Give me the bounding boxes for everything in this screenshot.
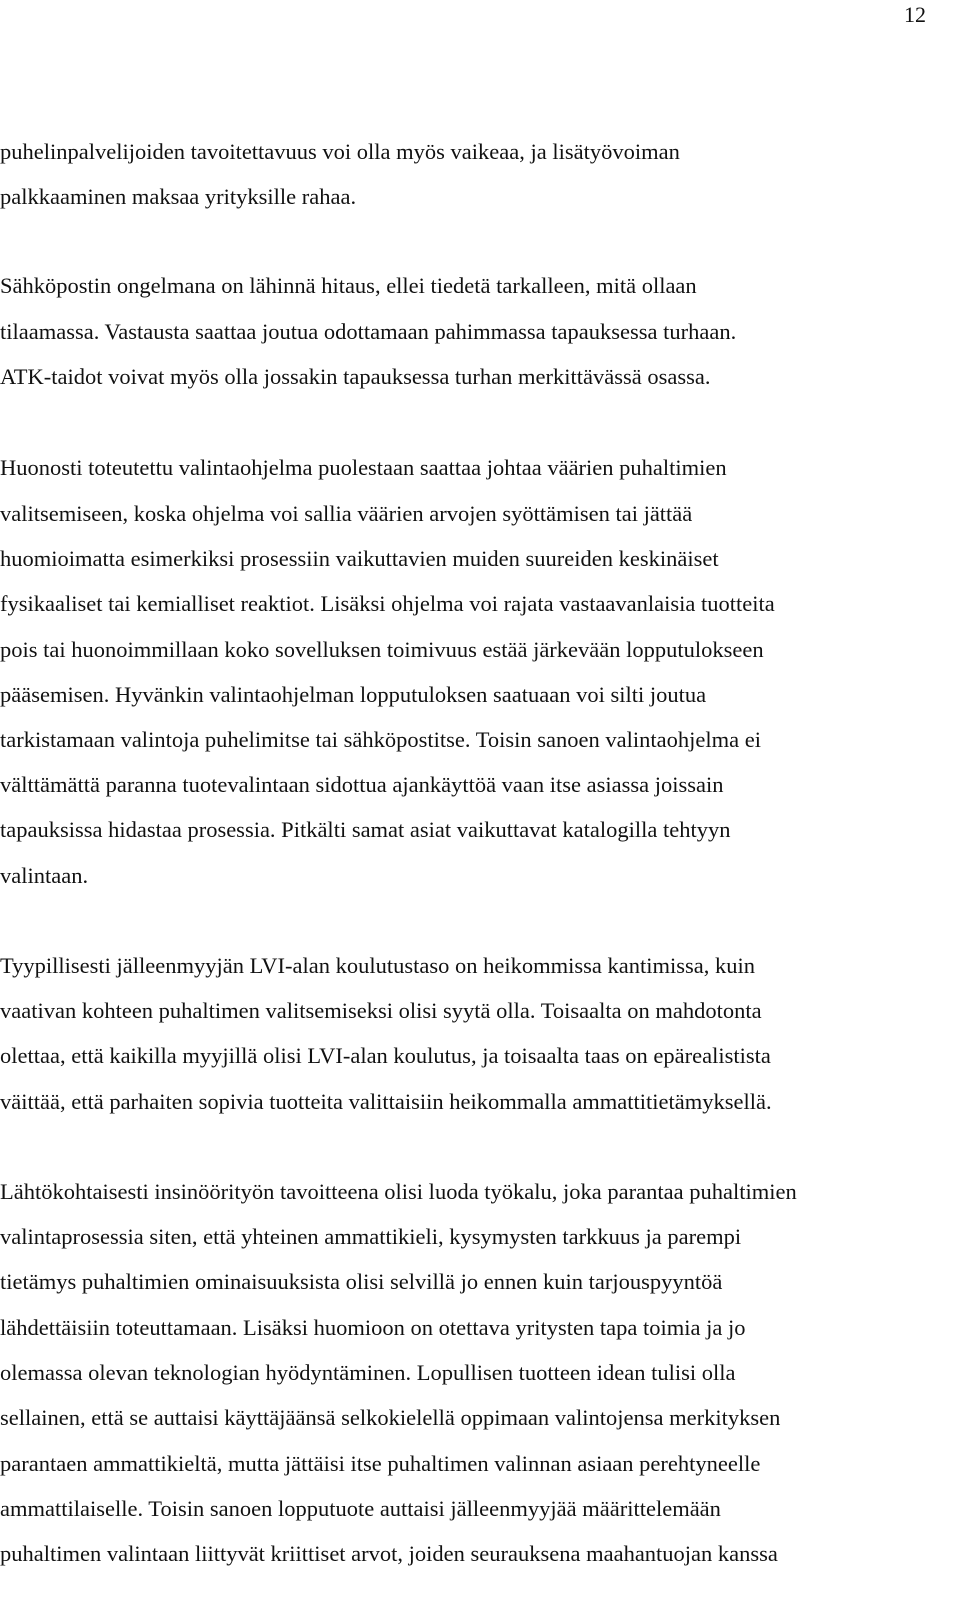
text-line: tarkistamaan valintoja puhelimitse tai sähköpostitse. Toisin sanoen valintaohjelma ei [0,727,761,752]
text-line: ATK-taidot voivat myös olla jossakin tapauksessa turhan merkittävässä osassa. [0,364,711,389]
text-line: väittää, että parhaiten sopivia tuotteita valittaisiin heikommalla ammattitietämyksellä. [0,1089,772,1114]
text-line: puhelinpalvelijoiden tavoitettavuus voi olla myös vaikeaa, ja lisätyövoiman [0,139,680,164]
text-line: olemassa olevan teknologian hyödyntäminen. Lopullisen tuotteen idean tulisi olla [0,1360,736,1385]
text-line: fysikaaliset tai kemialliset reaktiot. Lisäksi ohjelma voi rajata vastaavanlaisia tuotteita [0,591,775,616]
text-line: lähdettäisiin toteuttamaan. Lisäksi huomioon on otettava yritysten tapa toimia ja jo [0,1315,746,1340]
text-line: olettaa, että kaikilla myyjillä olisi LVI-alan koulutus, ja toisaalta taas on epärealistista [0,1043,771,1068]
text-line: tilaamassa. Vastausta saattaa joutua odottamaan pahimmassa tapauksessa turhaan. [0,319,737,344]
text-line: välttämättä paranna tuotevalintaan sidottua ajankäyttöä vaan itse asiassa joissain [0,772,724,797]
page-number: 12 [904,2,926,27]
text-line: tietämys puhaltimien ominaisuuksista olisi selvillä jo ennen kuin tarjouspyyntöä [0,1269,723,1294]
text-line: Huonosti toteutettu valintaohjelma puolestaan saattaa johtaa väärien puhaltimien [0,455,727,480]
text-line: palkkaaminen maksaa yrityksille rahaa. [0,184,357,209]
text-line: huomioimatta esimerkiksi prosessiin vaikuttavien muiden suureiden keskinäiset [0,546,719,571]
text-line: ammattilaiselle. Toisin sanoen lopputuote auttaisi jälleenmyyjää määrittelemään [0,1496,721,1521]
text-line: pois tai huonoimmillaan koko sovelluksen toimivuus estää järkevään lopputulokseen [0,637,764,662]
text-line: valitsemiseen, koska ohjelma voi sallia väärien arvojen syöttämisen tai jättää [0,501,693,526]
text-line: tapauksissa hidastaa prosessia. Pitkälti samat asiat vaikuttavat katalogilla tehtyyn [0,817,731,842]
text-line: valintaan. [0,863,89,888]
text-line: puhaltimen valintaan liittyvät kriittiset arvot, joiden seurauksena maahantuojan kanssa [0,1541,778,1566]
text-line: valintaprosessia siten, että yhteinen ammattikieli, kysymysten tarkkuus ja parempi [0,1224,742,1249]
text-line: Tyypillisesti jälleenmyyjän LVI-alan koulutustaso on heikommissa kantimissa, kuin [0,953,756,978]
text-line: sellainen, että se auttaisi käyttäjäänsä selkokielellä oppimaan valintojensa merkityksen [0,1405,781,1430]
text-line: pääsemisen. Hyvänkin valintaohjelman lopputuloksen saatuaan voi silti joutua [0,682,707,707]
text-line: parantaen ammattikieltä, mutta jättäisi itse puhaltimen valinnan asiaan perehtyneelle [0,1451,761,1476]
text-line: vaativan kohteen puhaltimen valitsemiseksi olisi syytä olla. Toisaalta on mahdotonta [0,998,762,1023]
text-line: Sähköpostin ongelmana on lähinnä hitaus, ellei tiedetä tarkalleen, mitä ollaan [0,273,697,298]
text-line: Lähtökohtaisesti insinöörityön tavoitteena olisi luoda työkalu, joka parantaa puhaltimien [0,1179,797,1204]
